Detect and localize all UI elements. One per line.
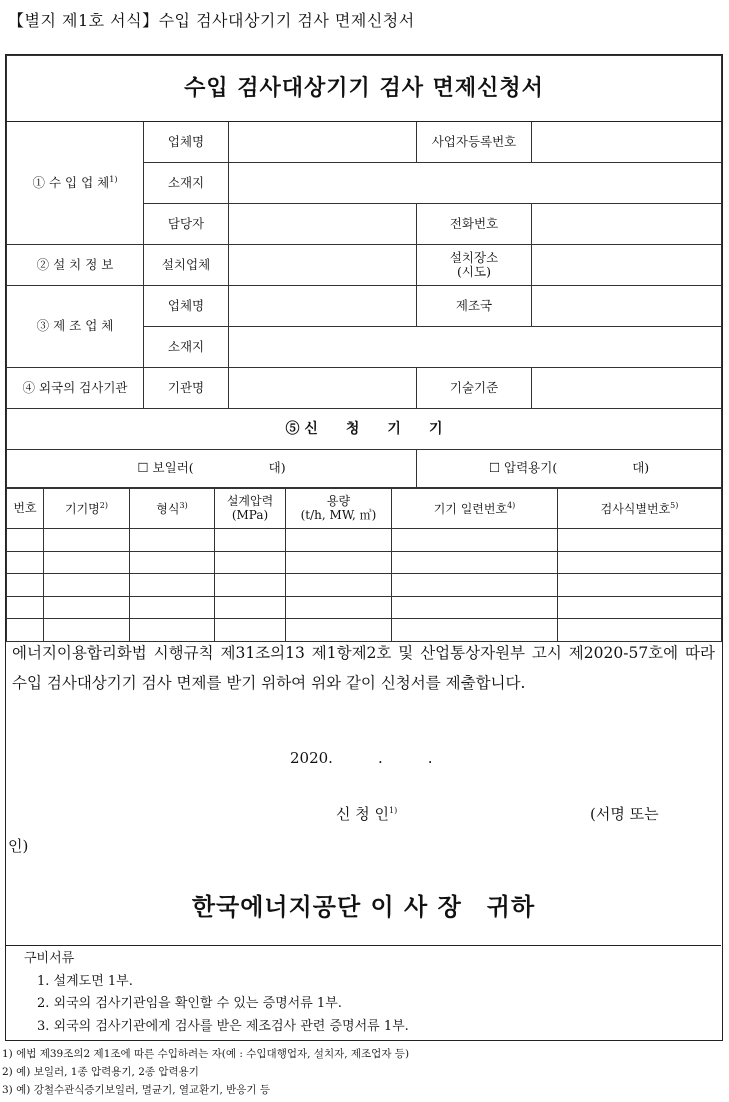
vessel-checkbox[interactable]: ☐ 압력용기( 대) (417, 450, 722, 488)
column-header: 번호 (7, 489, 44, 529)
table-row (7, 574, 722, 597)
maker-label: ③ 제 조 업 체 (7, 286, 144, 368)
table-cell[interactable] (130, 551, 215, 574)
signature-note-cont: 인) (8, 837, 29, 855)
table-row (7, 529, 722, 552)
bizno-field[interactable] (532, 122, 722, 163)
standard-field[interactable] (532, 368, 722, 409)
table-cell[interactable] (130, 529, 215, 552)
column-header: 형식$^{3)}$ (130, 489, 215, 529)
application-form (5, 54, 723, 1041)
info-table (6, 55, 722, 488)
table-cell[interactable] (215, 529, 286, 552)
doc-item: 2. 외국의 검사기관임을 확인할 수 있는 증명서류 1부. (37, 996, 342, 1011)
table-cell[interactable] (558, 596, 722, 619)
table-row (7, 596, 722, 619)
table-cell[interactable] (286, 596, 392, 619)
table-cell[interactable] (558, 529, 722, 552)
table-cell[interactable] (392, 574, 558, 597)
signature-note: (서명 또는 (590, 805, 659, 823)
maker-company-label: 업체명 (144, 286, 229, 327)
foreign-org-label: 기관명 (144, 368, 229, 409)
install-place-field[interactable] (532, 245, 722, 286)
maker-address-label: 소재지 (144, 327, 229, 368)
table-cell[interactable] (286, 529, 392, 552)
importer-company-label: 업체명 (144, 122, 229, 163)
foreign-label: ④ 외국의 검사기관 (7, 368, 144, 409)
maker-company-field[interactable] (229, 286, 417, 327)
equipment-table (6, 488, 722, 642)
table-cell[interactable] (286, 551, 392, 574)
footnote: 2) 예) 보일러, 1종 압력용기, 2종 압력용기 (2, 1066, 199, 1078)
form-header: 【별지 제1호 서식】수입 검사대상기기 검사 면제신청서 (8, 11, 415, 30)
required-documents (6, 945, 721, 1040)
install-company-label: 설치업체 (144, 245, 229, 286)
table-cell[interactable] (130, 574, 215, 597)
maker-address-field[interactable] (229, 327, 722, 368)
statement-text: 에너지이용합리화법 시행규칙 제31조의13 제1항제2호 및 산업통상자원부 고시 제2020-57호에 따라 수입 검사대상기기 검사 면제를 받기 위하여 위와 같이 신청서를 제출합니다. (12, 644, 715, 692)
standard-label: 기술기준 (417, 368, 532, 409)
column-header: 설계압력 (MPa) (215, 489, 286, 529)
install-label: ② 설 치 정 보 (7, 245, 144, 286)
foreign-org-field[interactable] (229, 368, 417, 409)
equipment-section-label: ⑤ 신 청 기 기 (7, 409, 722, 450)
table-cell[interactable] (392, 596, 558, 619)
applicant-label: 신 청 인$^{1)}$ (336, 805, 398, 823)
table-cell[interactable] (44, 574, 130, 597)
application-date: 2020. . . (290, 749, 433, 767)
table-cell[interactable] (215, 596, 286, 619)
footnote: 1) 에법 제39조의2 제1조에 따른 수입하려는 자(예 : 수입대행업자, 설치자, 제조업자 등) (2, 1048, 410, 1060)
table-cell[interactable] (215, 574, 286, 597)
table-cell[interactable] (392, 551, 558, 574)
docs-title: 구비서류 (24, 951, 75, 966)
table-cell[interactable] (44, 551, 130, 574)
table-cell[interactable] (130, 596, 215, 619)
importer-label: ① 수 입 업 체$^{1)}$ (7, 122, 144, 245)
maker-country-label: 제조국 (417, 286, 532, 327)
recipient: 한국에너지공단 이 사 장 귀하 (191, 892, 536, 921)
footnote: 3) 예) 강철수관식증기보일러, 멸균기, 열교환기, 반응기 등 (2, 1084, 271, 1096)
table-cell[interactable] (7, 574, 44, 597)
table-cell[interactable] (7, 529, 44, 552)
boiler-checkbox[interactable]: ☐ 보일러( 대) (7, 450, 417, 488)
doc-item: 3. 외국의 검사기관에게 검사를 받은 제조검사 관련 증명서류 1부. (37, 1018, 409, 1034)
form-title: 수입 검사대상기기 검사 면제신청서 (7, 56, 722, 122)
table-cell[interactable] (286, 574, 392, 597)
phone-label: 전화번호 (417, 204, 532, 245)
table-cell[interactable] (7, 596, 44, 619)
doc-item: 1. 설계도면 1부. (37, 973, 133, 989)
column-header: 용량 (t/h, MW, ㎥) (286, 489, 392, 529)
maker-country-field[interactable] (532, 286, 722, 327)
table-cell[interactable] (558, 574, 722, 597)
column-header: 검사식별번호$^{5)}$ (558, 489, 722, 529)
table-cell[interactable] (44, 596, 130, 619)
importer-company-field[interactable] (229, 122, 417, 163)
column-header: 기기 일련번호$^{4)}$ (392, 489, 558, 529)
column-header: 기기명$^{2)}$ (44, 489, 130, 529)
importer-address-label: 소재지 (144, 163, 229, 204)
table-cell[interactable] (392, 529, 558, 552)
phone-field[interactable] (532, 204, 722, 245)
contact-label: 담당자 (144, 204, 229, 245)
table-cell[interactable] (558, 551, 722, 574)
install-company-field[interactable] (229, 245, 417, 286)
bizno-label: 사업자등록번호 (417, 122, 532, 163)
install-place-label: 설치장소 (시도) (417, 245, 532, 286)
importer-address-field[interactable] (229, 163, 722, 204)
table-row (7, 551, 722, 574)
table-cell[interactable] (44, 529, 130, 552)
contact-field[interactable] (229, 204, 417, 245)
table-cell[interactable] (215, 551, 286, 574)
table-cell[interactable] (7, 551, 44, 574)
